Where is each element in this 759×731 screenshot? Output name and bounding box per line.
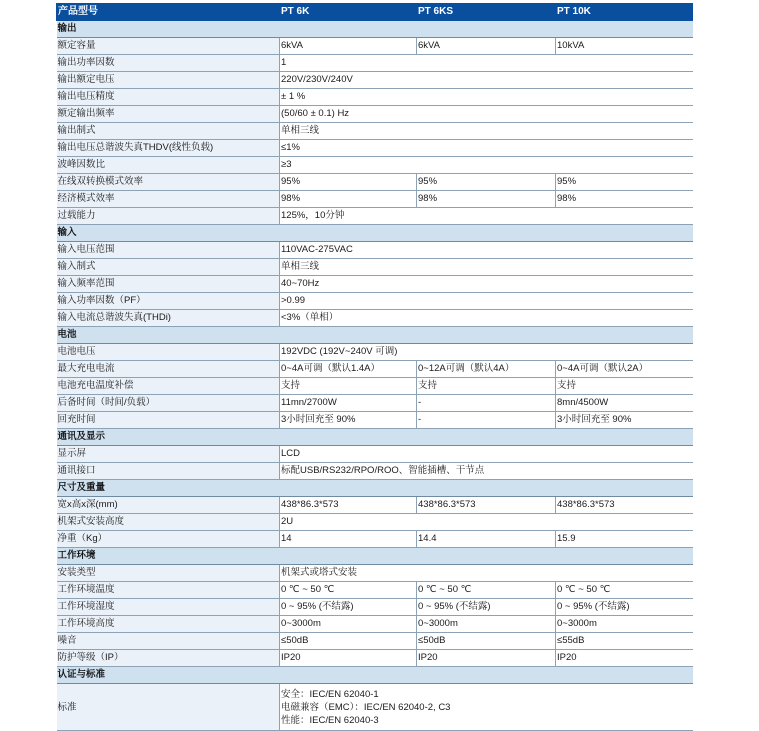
spec-value-all-models: 1 <box>280 55 693 72</box>
spec-value-all-models: ≤1% <box>280 140 693 157</box>
spec-value-model-3: 3小时回充至 90% <box>556 412 693 429</box>
spec-row <box>57 55 693 72</box>
section-header-row <box>57 429 693 446</box>
section-title: 电池 <box>57 327 693 344</box>
spec-value-model-1: 11mn/2700W <box>280 395 417 412</box>
spec-value-all-models: <3%（单相） <box>280 310 693 327</box>
spec-label: 额定输出频率 <box>57 106 280 123</box>
spec-value-all-models: 单相三线 <box>280 123 693 140</box>
section-header-row <box>57 225 693 242</box>
spec-row <box>57 276 693 293</box>
spec-value-model-1: 0 ℃ ~ 50 ℃ <box>280 582 417 599</box>
spec-label: 最大充电电流 <box>57 361 280 378</box>
spec-row <box>57 565 693 582</box>
spec-label: 工作环境湿度 <box>57 599 280 616</box>
spec-row <box>57 106 693 123</box>
spec-label: 工作环境高度 <box>57 616 280 633</box>
spec-row <box>57 174 693 191</box>
spec-value-model-1: 95% <box>280 174 417 191</box>
spec-value-model-2: ≤50dB <box>417 633 556 650</box>
spec-label: 电池电压 <box>57 344 280 361</box>
spec-value-all-models: 单相三线 <box>280 259 693 276</box>
spec-label: 净重（Kg） <box>57 531 280 548</box>
spec-row <box>57 140 693 157</box>
spec-label: 输出电压精度 <box>57 89 280 106</box>
spec-value-all-models: 110VAC-275VAC <box>280 242 693 259</box>
spec-label: 波峰因数比 <box>57 157 280 174</box>
spec-body <box>57 21 693 731</box>
spec-value-model-2: 0 ℃ ~ 50 ℃ <box>417 582 556 599</box>
spec-label: 额定容量 <box>57 38 280 55</box>
spec-row <box>57 395 693 412</box>
spec-value-model-2: - <box>417 412 556 429</box>
spec-row <box>57 310 693 327</box>
spec-row <box>57 497 693 514</box>
spec-value-model-3: 10kVA <box>556 38 693 55</box>
spec-label: 宽x高x深(mm) <box>57 497 280 514</box>
spec-label: 在线双转换模式效率 <box>57 174 280 191</box>
spec-value-all-models: 40~70Hz <box>280 276 693 293</box>
spec-label: 输入电流总谐波失真(THDi) <box>57 310 280 327</box>
spec-label: 输入功率因数（PF） <box>57 293 280 310</box>
spec-label: 防护等级（IP） <box>57 650 280 667</box>
spec-label: 后备时间（时间/负载） <box>57 395 280 412</box>
section-title: 尺寸及重量 <box>57 480 693 497</box>
spec-value-model-3: 支持 <box>556 378 693 395</box>
spec-value-model-2: 95% <box>417 174 556 191</box>
spec-row <box>57 344 693 361</box>
header-pt6k: PT 6K <box>280 4 417 21</box>
spec-label: 回充时间 <box>57 412 280 429</box>
spec-row <box>57 361 693 378</box>
section-header-row <box>57 327 693 344</box>
spec-table <box>56 3 693 731</box>
spec-value-model-2: - <box>417 395 556 412</box>
spec-row <box>57 599 693 616</box>
spec-value-model-3: 15.9 <box>556 531 693 548</box>
spec-value-all-models: LCD <box>280 446 693 463</box>
spec-label: 输入频率范围 <box>57 276 280 293</box>
spec-row <box>57 89 693 106</box>
spec-label: 噪音 <box>57 633 280 650</box>
spec-label: 电池充电温度补偿 <box>57 378 280 395</box>
spec-value-model-3: IP20 <box>556 650 693 667</box>
spec-value-model-1: IP20 <box>280 650 417 667</box>
spec-row <box>57 616 693 633</box>
spec-value-line: 性能：IEC/EN 62040-3 <box>281 714 379 726</box>
spec-value-model-2: IP20 <box>417 650 556 667</box>
spec-value-all-models: 2U <box>280 514 693 531</box>
spec-value-model-1: 0~4A可调（默认1.4A） <box>280 361 417 378</box>
spec-row <box>57 208 693 225</box>
spec-value-model-1: 14 <box>280 531 417 548</box>
spec-label: 显示屏 <box>57 446 280 463</box>
header-model-label: 产品型号 <box>57 4 280 21</box>
spec-value-model-1: 0~3000m <box>280 616 417 633</box>
spec-value-model-3: 95% <box>556 174 693 191</box>
spec-value-line: 电磁兼容（EMC）：IEC/EN 62040-2, C3 <box>281 701 451 713</box>
spec-value-model-2: 98% <box>417 191 556 208</box>
spec-row <box>57 293 693 310</box>
spec-row <box>57 633 693 650</box>
section-header-row <box>57 667 693 684</box>
spec-row <box>57 582 693 599</box>
spec-value-all-models: 机架式或塔式安装 <box>280 565 693 582</box>
spec-row <box>57 446 693 463</box>
spec-value-model-1: ≤50dB <box>280 633 417 650</box>
spec-value-all-models: 125%，10分钟 <box>280 208 693 225</box>
spec-label: 标准 <box>57 684 280 731</box>
spec-row <box>57 463 693 480</box>
section-title: 输出 <box>57 21 693 38</box>
spec-row <box>57 650 693 667</box>
section-title: 通讯及显示 <box>57 429 693 446</box>
spec-label: 安装类型 <box>57 565 280 582</box>
section-title: 输入 <box>57 225 693 242</box>
section-title: 工作环境 <box>57 548 693 565</box>
spec-label: 输出电压总谐波失真THDV(线性负载) <box>57 140 280 157</box>
spec-value-multiline <box>280 684 693 731</box>
spec-label: 输出额定电压 <box>57 72 280 89</box>
spec-value-all-models: (50/60 ± 0.1) Hz <box>280 106 693 123</box>
spec-value-model-2: 0~12A可调（默认4A） <box>417 361 556 378</box>
spec-row <box>57 157 693 174</box>
header-pt6ks: PT 6KS <box>417 4 556 21</box>
spec-value-model-2: 6kVA <box>417 38 556 55</box>
section-title: 认证与标准 <box>57 667 693 684</box>
spec-table-container <box>56 3 692 731</box>
section-header-row <box>57 21 693 38</box>
spec-value-model-3: 0 ℃ ~ 50 ℃ <box>556 582 693 599</box>
spec-row <box>57 514 693 531</box>
spec-value-model-3: 0 ~ 95% (不结露) <box>556 599 693 616</box>
spec-value-all-models: 220V/230V/240V <box>280 72 693 89</box>
spec-value-model-3: ≤55dB <box>556 633 693 650</box>
spec-row <box>57 378 693 395</box>
spec-row <box>57 531 693 548</box>
spec-value-all-models: ± 1 % <box>280 89 693 106</box>
spec-value-model-1: 3小时回充至 90% <box>280 412 417 429</box>
spec-row <box>57 123 693 140</box>
spec-value-model-3: 8mn/4500W <box>556 395 693 412</box>
section-header-row <box>57 480 693 497</box>
spec-label: 输出制式 <box>57 123 280 140</box>
spec-label: 经济模式效率 <box>57 191 280 208</box>
spec-value-model-2: 0 ~ 95% (不结露) <box>417 599 556 616</box>
section-header-row <box>57 548 693 565</box>
spec-row <box>57 38 693 55</box>
header-pt10k: PT 10K <box>556 4 693 21</box>
spec-value-model-1: 98% <box>280 191 417 208</box>
spec-row <box>57 259 693 276</box>
header-row <box>57 4 693 21</box>
spec-row <box>57 72 693 89</box>
spec-value-model-1: 0 ~ 95% (不结露) <box>280 599 417 616</box>
spec-label: 输入制式 <box>57 259 280 276</box>
spec-value-model-2: 0~3000m <box>417 616 556 633</box>
spec-row <box>57 684 693 731</box>
spec-value-line: 安全：IEC/EN 62040-1 <box>281 688 379 700</box>
spec-value-model-3: 0~3000m <box>556 616 693 633</box>
spec-value-model-2: 14.4 <box>417 531 556 548</box>
spec-label: 输入电压范围 <box>57 242 280 259</box>
spec-value-all-models: ≥3 <box>280 157 693 174</box>
spec-value-all-models: >0.99 <box>280 293 693 310</box>
spec-value-all-models: 192VDC (192V~240V 可调) <box>280 344 693 361</box>
spec-row <box>57 242 693 259</box>
spec-label: 过载能力 <box>57 208 280 225</box>
spec-value-model-1: 支持 <box>280 378 417 395</box>
spec-value-model-2: 438*86.3*573 <box>417 497 556 514</box>
spec-value-model-3: 0~4A可调（默认2A） <box>556 361 693 378</box>
spec-value-model-3: 438*86.3*573 <box>556 497 693 514</box>
spec-value-model-2: 支持 <box>417 378 556 395</box>
spec-row <box>57 412 693 429</box>
spec-value-model-3: 98% <box>556 191 693 208</box>
spec-label: 工作环境温度 <box>57 582 280 599</box>
spec-label: 机架式安装高度 <box>57 514 280 531</box>
spec-row <box>57 191 693 208</box>
spec-label: 输出功率因数 <box>57 55 280 72</box>
spec-label: 通讯接口 <box>57 463 280 480</box>
spec-value-model-1: 438*86.3*573 <box>280 497 417 514</box>
spec-value-model-1: 6kVA <box>280 38 417 55</box>
spec-value-all-models: 标配USB/RS232/RPO/ROO、智能插槽、干节点 <box>280 463 693 480</box>
